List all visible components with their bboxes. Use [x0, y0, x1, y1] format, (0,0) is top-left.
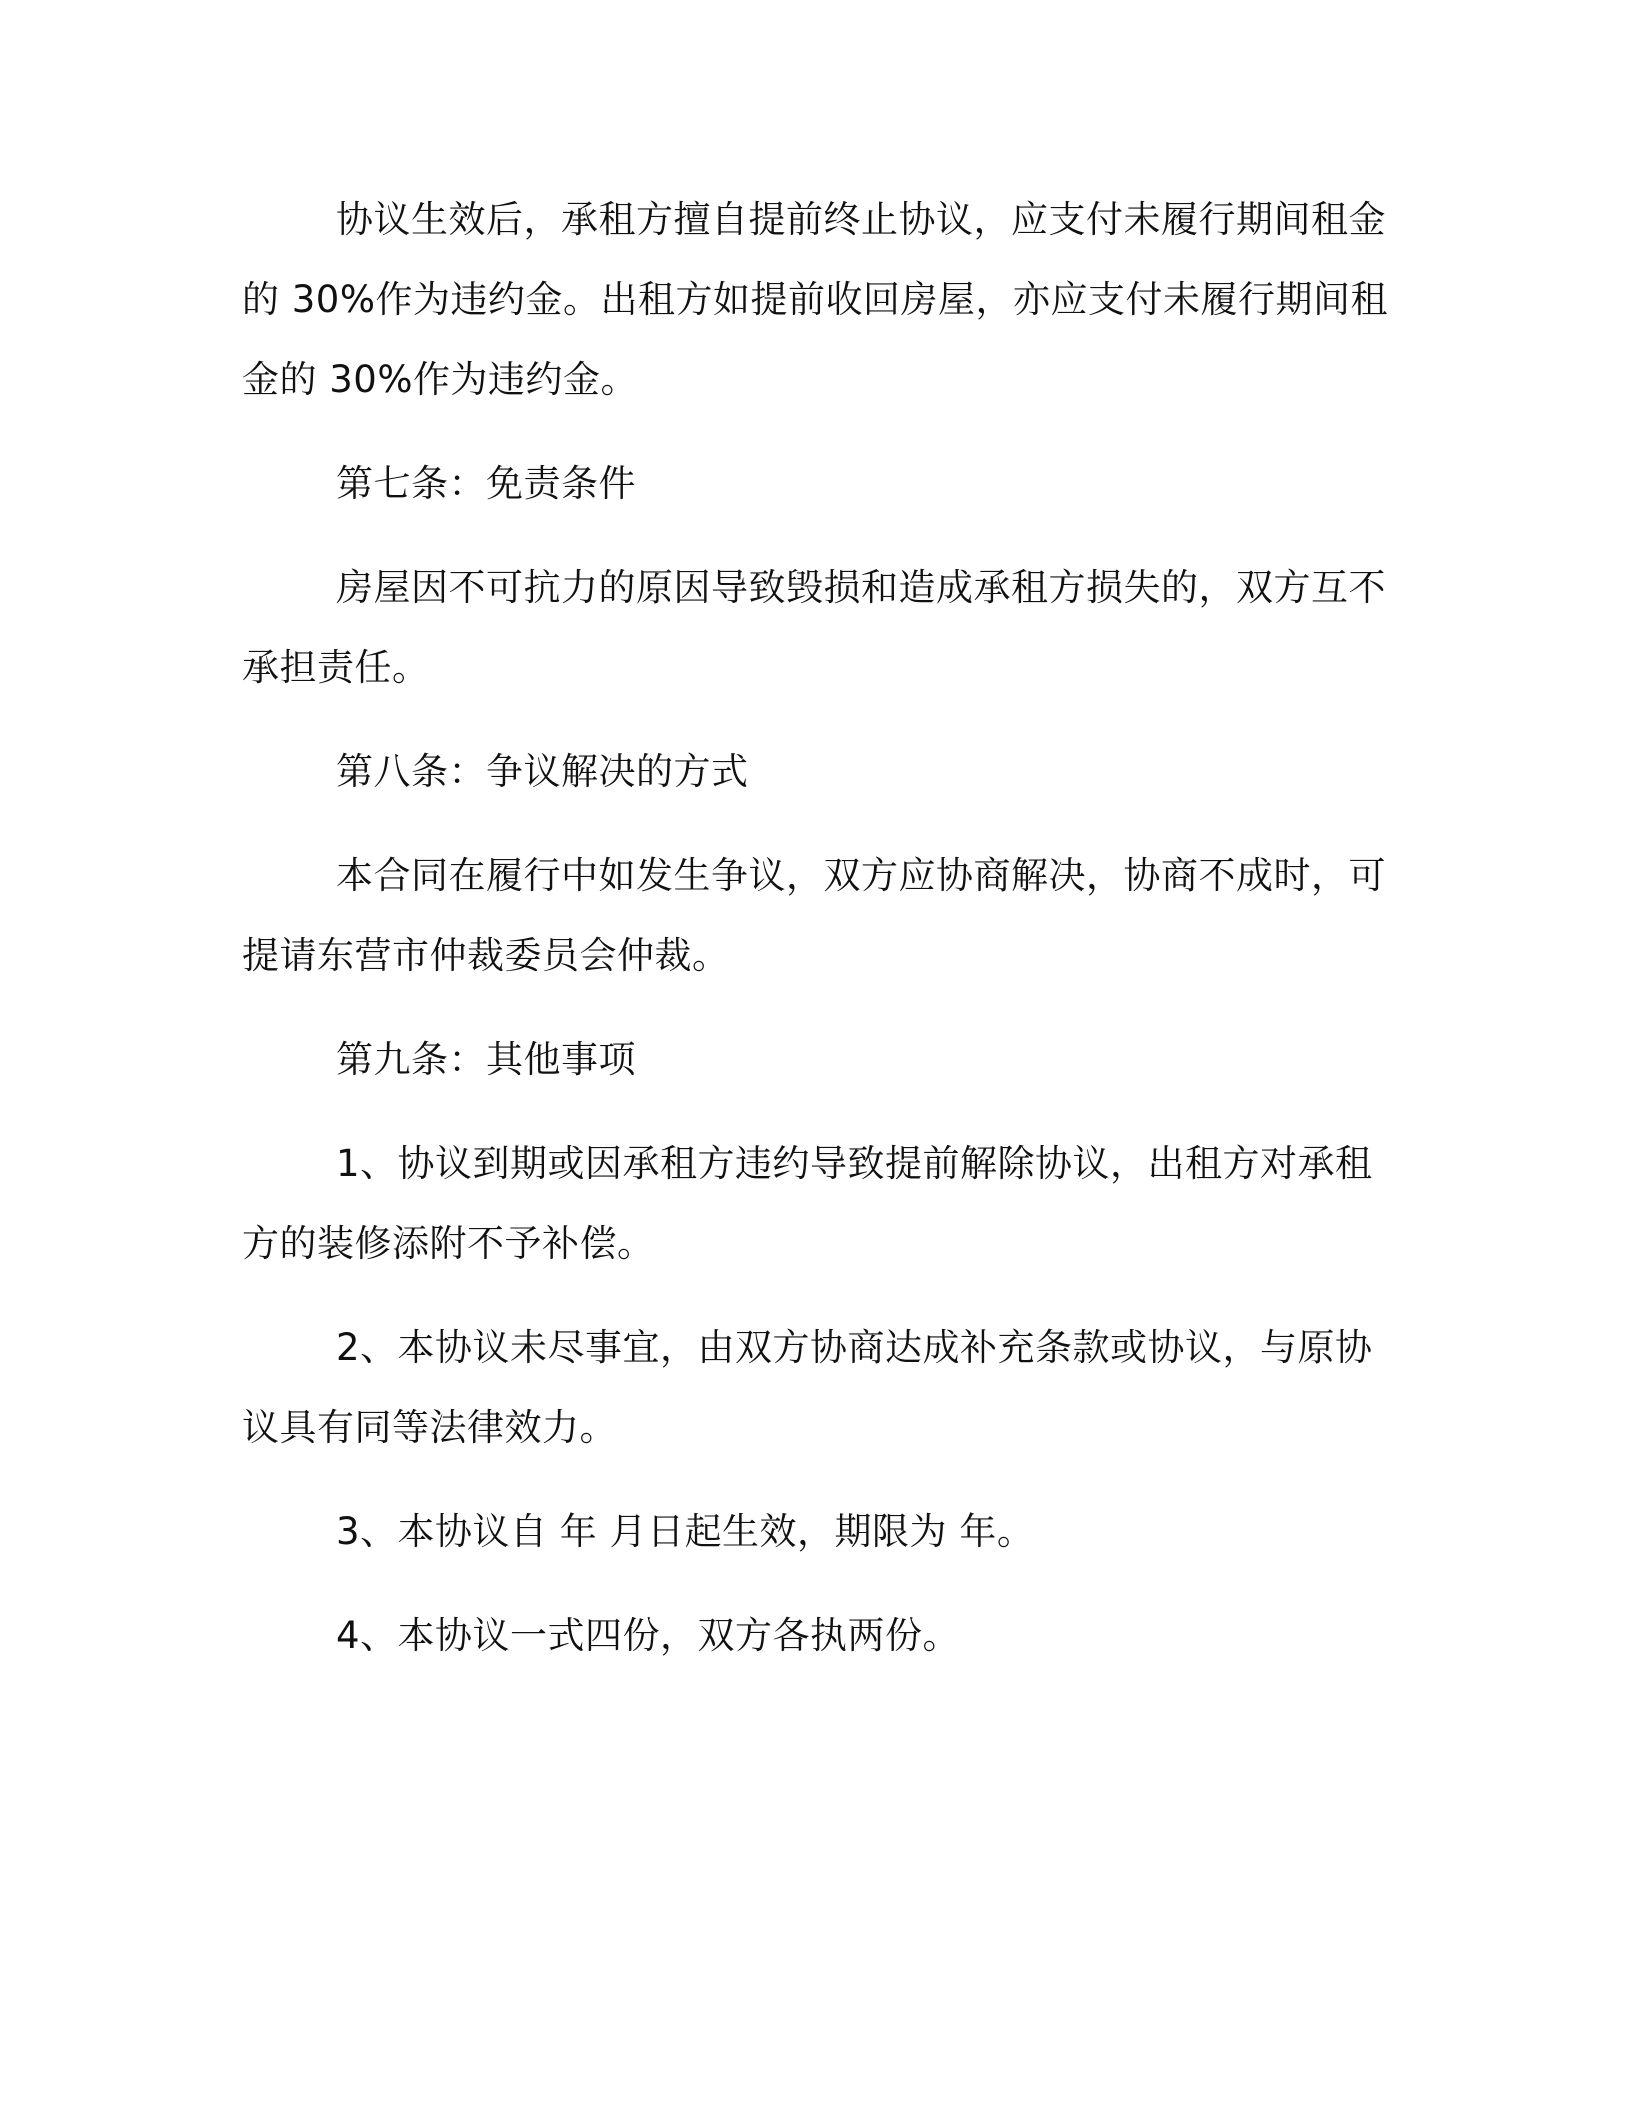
clause-item-2: 2、本协议未尽事宜，由双方协商达成补充条款或协议，与原协议具有同等法律效力。: [242, 1326, 1373, 1449]
clause-item-3: 3、本协议自 年 月日起生效，期限为 年。: [336, 1510, 1035, 1553]
paragraph-early-termination: 协议生效后，承租方擅自提前终止协议，应支付未履行期间租金的 30%作为违约金。出租方如提前收回房屋，亦应支付未履行期间租金的 30%作为违约金。: [242, 198, 1388, 401]
article-8-heading: 第八条：争议解决的方式: [336, 750, 749, 793]
article-9-heading: 第九条：其他事项: [336, 1038, 636, 1081]
document-body: [242, 180, 1402, 1676]
paragraph-force-majeure: 房屋因不可抗力的原因导致毁损和造成承租方损失的，双方互不承担责任。: [242, 566, 1386, 689]
paragraph-dispute-resolution: 本合同在履行中如发生争议，双方应协商解决，协商不成时，可提请东营市仲裁委员会仲裁。: [242, 854, 1386, 977]
clause-item-1: 1、协议到期或因承租方违约导致提前解除协议，出租方对承租方的装修添附不予补偿。: [242, 1142, 1373, 1265]
article-7-heading: 第七条：免责条件: [336, 462, 636, 505]
clause-item-4: 4、本协议一式四份，双方各执两份。: [336, 1614, 961, 1657]
